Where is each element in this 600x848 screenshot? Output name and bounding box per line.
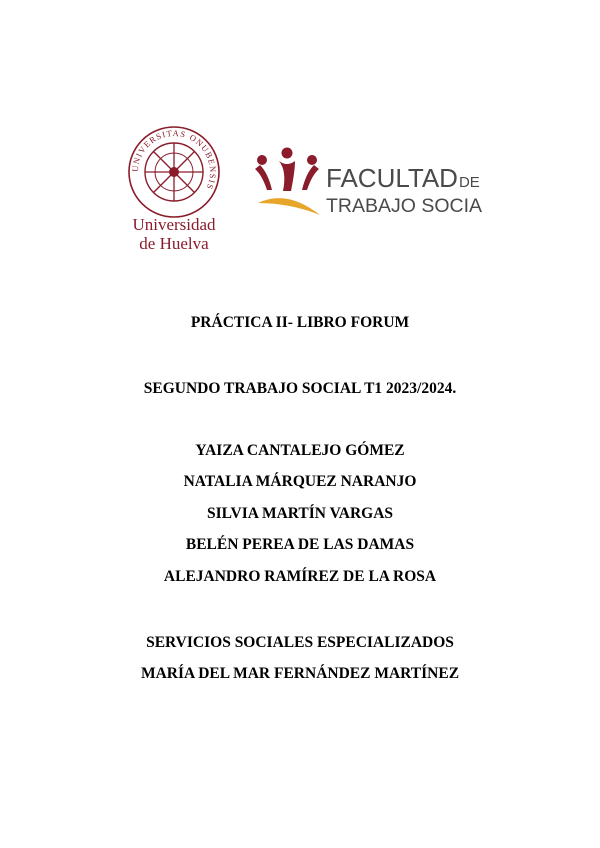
faculty-social-work-logo [252, 145, 482, 225]
faculty-name-line2: TRABAJO SOCIAL [326, 195, 482, 217]
author-name: BELÉN PEREA DE LAS DAMAS [185, 536, 415, 553]
university-name-line1: Universidad [132, 215, 216, 234]
university-name-line2: de Huelva [139, 234, 209, 253]
author-name: YAIZA CANTALEJO GÓMEZ [195, 442, 405, 459]
teacher-name: MARÍA DEL MAR FERNÁNDEZ MARTÍNEZ [140, 665, 460, 682]
subject-name: SERVICIOS SOCIALES ESPECIALIZADOS [146, 634, 454, 651]
faculty-name-main: FACULTAD [326, 163, 458, 193]
author-name: NATALIA MÁRQUEZ NARANJO [183, 473, 417, 490]
university-seal-icon [118, 118, 230, 258]
svg-text:FACULTADDE [326, 163, 480, 193]
course-line: SEGUNDO TRABAJO SOCIAL T1 2023/2024. [143, 380, 457, 397]
university-of-huelva-logo [118, 118, 230, 258]
author-name: SILVIA MARTÍN VARGAS [206, 505, 394, 522]
people-figures-icon [255, 148, 320, 216]
faculty-name-connector: DE [458, 174, 480, 191]
practice-title: PRÁCTICA II- LIBRO FORUM [190, 314, 410, 331]
author-name: ALEJANDRO RAMÍREZ DE LA ROSA [163, 568, 437, 585]
seal-text: UNIVERSITAS ONUBENSIS [129, 127, 219, 192]
